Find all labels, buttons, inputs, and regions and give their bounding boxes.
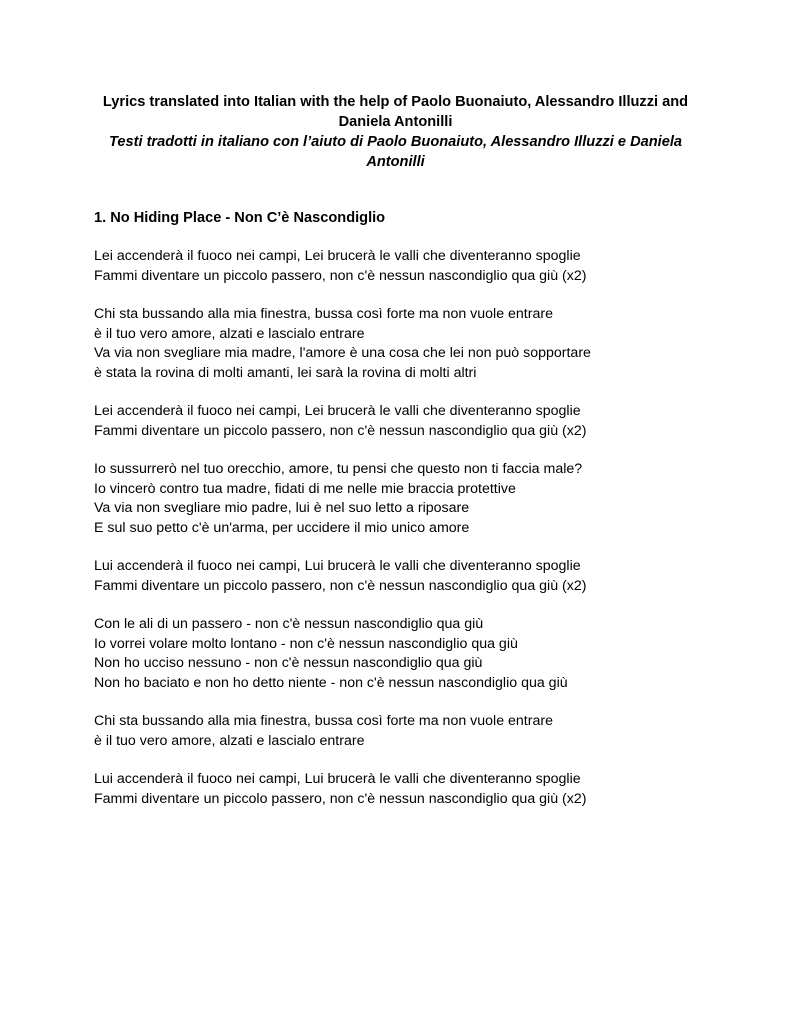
lyrics-line: Va via non svegliare mio padre, lui è nel suo letto a riposare: [94, 500, 470, 516]
lyrics-stanza: [94, 402, 714, 441]
lyrics-stanza: [94, 557, 714, 596]
lyrics-stanza: [94, 247, 714, 286]
lyrics-line: Lui accenderà il fuoco nei campi, Lui brucerà le valli che diventeranno spoglie: [94, 558, 581, 574]
translation-credits-header: [94, 92, 697, 172]
lyrics-line: Fammi diventare un piccolo passero, non c'è nessun nascondiglio qua giù (x2): [94, 267, 587, 284]
lyrics-stanza: [94, 712, 714, 751]
lyrics-line: Io vorrei volare molto lontano - non c'è nessun nascondiglio qua giù: [94, 635, 518, 652]
lyrics-stanza: [94, 770, 714, 809]
lyrics-line: E sul suo petto c'è un'arma, per uccidere il mio unico amore: [94, 519, 470, 536]
lyrics-line: Io vincerò contro tua madre, fidati di me nelle mie braccia protettive: [94, 480, 516, 497]
lyrics-line: Io sussurrerò nel tuo orecchio, amore, tu pensi che questo non ti faccia male?: [94, 461, 583, 477]
lyrics-body: [94, 247, 714, 828]
credits-english-line: Lyrics translated into Italian with the help of Paolo Buonaiuto, Alessandro Illuzzi and: [102, 94, 689, 110]
lyrics-line: Chi sta bussando alla mia finestra, bussa così forte ma non vuole entrare: [94, 713, 553, 729]
lyrics-line: Fammi diventare un piccolo passero, non c'è nessun nascondiglio qua giù (x2): [94, 577, 587, 594]
lyrics-stanza: [94, 615, 714, 693]
lyrics-line: è stata la rovina di molti amanti, lei sarà la rovina di molti altri: [94, 364, 477, 381]
lyrics-line: Non ho baciato e non ho detto niente - non c'è nessun nascondiglio qua giù: [94, 674, 568, 691]
lyrics-line: Chi sta bussando alla mia finestra, bussa così forte ma non vuole entrare: [94, 306, 553, 322]
song-title: 1. No Hiding Place - Non C’è Nascondiglio: [94, 210, 386, 226]
credits-italian-line: Testi tradotti in italiano con l’aiuto di Paolo Buonaiuto, Alessandro Illuzzi e Daniela: [109, 134, 682, 150]
credits-italian-line: Antonilli: [366, 154, 425, 170]
lyrics-line: Lei accenderà il fuoco nei campi, Lei brucerà le valli che diventeranno spoglie: [94, 403, 581, 419]
lyrics-line: Fammi diventare un piccolo passero, non c'è nessun nascondiglio qua giù (x2): [94, 422, 587, 439]
lyrics-line: è il tuo vero amore, alzati e lascialo entrare: [94, 325, 365, 342]
lyrics-line: Fammi diventare un piccolo passero, non c'è nessun nascondiglio qua giù (x2): [94, 790, 587, 807]
lyrics-line: Lei accenderà il fuoco nei campi, Lei brucerà le valli che diventeranno spoglie: [94, 248, 581, 264]
lyrics-line: Non ho ucciso nessuno - non c'è nessun nascondiglio qua giù: [94, 655, 483, 671]
lyrics-line: Va via non svegliare mia madre, l'amore è una cosa che lei non può sopportare: [94, 345, 591, 361]
lyrics-line: è il tuo vero amore, alzati e lascialo entrare: [94, 732, 365, 749]
lyrics-line: Con le ali di un passero - non c'è nessun nascondiglio qua giù: [94, 616, 484, 632]
credits-english-line: Daniela Antonilli: [338, 114, 453, 130]
lyrics-stanza: [94, 460, 714, 538]
lyrics-line: Lui accenderà il fuoco nei campi, Lui brucerà le valli che diventeranno spoglie: [94, 771, 581, 787]
lyrics-stanza: [94, 305, 714, 383]
